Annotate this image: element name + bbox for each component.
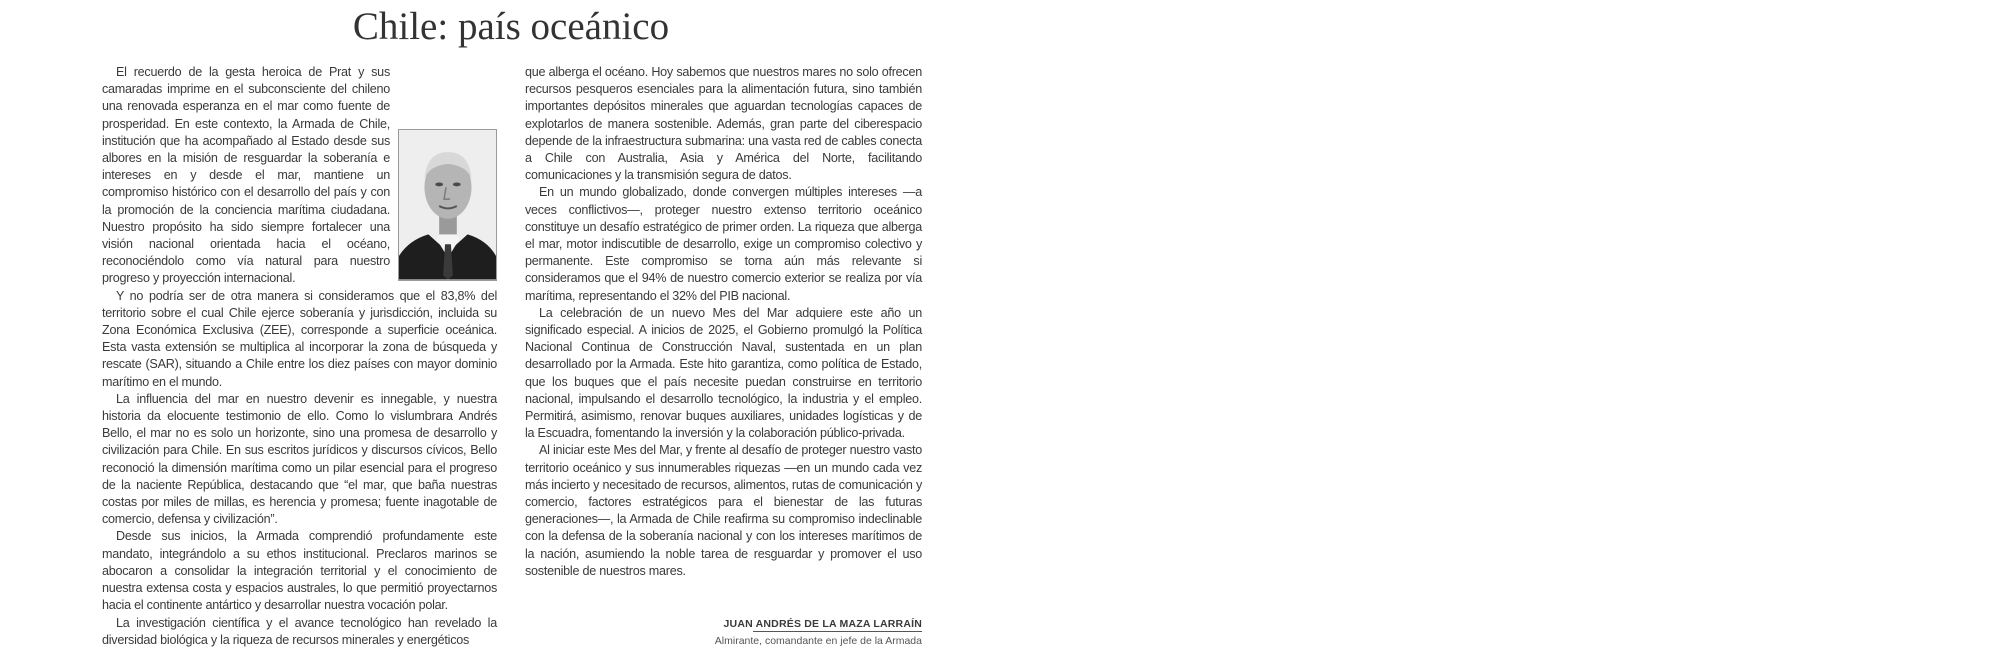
paragraph: Y no podría ser de otra manera si consideramos que el 83,8% del territorio sobre el cual Chile ejerce soberanía y jurisdicción, incluida su Zona Económica Exclusiva (ZEE), corresponde a superficie oceánica. Esta vasta extensión se multiplica al incorporar la zona de búsqueda y rescate (SAR), situando a Chile entre los diez países con mayor dominio marítimo en el mundo.: [102, 288, 497, 389]
byline-divider: [753, 631, 922, 632]
author-portrait: [398, 129, 497, 281]
paragraph: que alberga el océano. Hoy sabemos que nuestros mares no solo ofrecen recursos pesqueros esenciales para la alimentación futura, sino también importantes depósitos minerales que aguardan tecnologías capaces de explotarlos de manera sostenible. Además, gran parte del ciberespacio depende de la infraestructura submarina: una vasta red de cables conecta a Chile con Australia, Asia y América del Norte, facilitando comunicaciones y la transmisión segura de datos.: [525, 65, 922, 183]
author-name: JUAN ANDRÉS DE LA MAZA LARRAÍN: [723, 618, 922, 630]
paragraph: La celebración de un nuevo Mes del Mar adquiere este año un significado especial. A inicios de 2025, el Gobierno promulgó la Política Nacional Continua de Construcción Naval, sustentada en un plan desarrollado por la Armada. Este hito garantiza, como política de Estado, que los buques que el país necesite puedan construirse en territorio nacional, impulsando el desarrollo tecnológico, la industria y el empleo. Permitirá, asimismo, renovar buques auxiliares, unidades logísticas y de la Escuadra, fomentando la inversión y la colaboración público-privada.: [525, 305, 922, 441]
paragraph: La investigación científica y el avance tecnológico han revelado la diversidad biológica y la riqueza de recursos minerales y energéticos: [102, 615, 497, 647]
left-column: [102, 64, 497, 649]
paragraph: La influencia del mar en nuestro devenir es innegable, y nuestra historia da elocuente testimonio de ello. Como lo vislumbrara Andrés Bello, el mar no es solo un horizonte, sino una promesa de desarrollo y civilización para Chile. En sus escritos jurídicos y discursos cívicos, Bello reconoció la dimensión marítima como un pilar esencial para el progreso de la naciente República, destacando que “el mar, que baña nuestras costas por miles de millas, es herencia y promesa; fuente inagotable de comercio, defensa y civilización”.: [102, 391, 497, 527]
article-headline: Chile: país oceánico: [352, 5, 670, 48]
paragraph: Al iniciar este Mes del Mar, y frente al desafío de proteger nuestro vasto territorio oceánico y sus innumerables riquezas —en un mundo cada vez más incierto y necesitado de recursos, alimentos, rutas de comunicación y comercio, factores estratégicos para el bienestar de las futuras generaciones—, la Armada de Chile reafirma su compromiso indeclinable con la defensa de la soberanía nacional y con los intereses marítimos de la nación, asumiendo la noble tarea de resguardar y promover el uso sostenible de nuestros mares.: [525, 443, 922, 578]
right-column: [525, 64, 922, 580]
article: [98, 0, 924, 657]
paragraph: Desde sus inicios, la Armada comprendió profundamente este mandato, integrándolo a su ethos institucional. Preclaros marinos se abocaron a consolidar la integración territorial y el conocimiento de nuestra extensa costa y espacios australes, lo que permitió proyectarnos hacia el continente antártico y desarrollar nuestra vocación polar.: [102, 529, 497, 613]
author-title: Almirante, comandante en jefe de la Armada: [714, 635, 922, 647]
portrait-photo: [399, 130, 496, 280]
paragraph: El recuerdo de la gesta heroica de Prat y sus camaradas imprime en el subconsciente del chileno una renovada esperanza en el mar como fuente de prosperidad. En este contexto, la Armada de Chile, institución que ha acompañado al Estado desde sus albores en la misión de resguardar la soberanía e intereses en y desde el mar, mantiene un compromiso histórico con el desarrollo del país y con la promoción de la conciencia marítima ciudadana. Nuestro propósito ha sido siempre fortalecer una visión nacional orientada hacia el océano, reconociéndolo como vía natural para nuestro progreso y proyección internacional.: [102, 65, 390, 286]
paragraph: En un mundo globalizado, donde convergen múltiples intereses —a veces conflictivos—, proteger nuestro extenso territorio oceánico constituye un desafío estratégico de primer orden. La riqueza que alberga el mar, motor indiscutible de desarrollo, exige un compromiso colectivo y permanente. Este compromiso se torna aún más relevante si consideramos que el 94% de nuestro comercio exterior se realiza por vía marítima, representando el 32% del PIB nacional.: [525, 185, 922, 303]
byline: [525, 617, 922, 649]
